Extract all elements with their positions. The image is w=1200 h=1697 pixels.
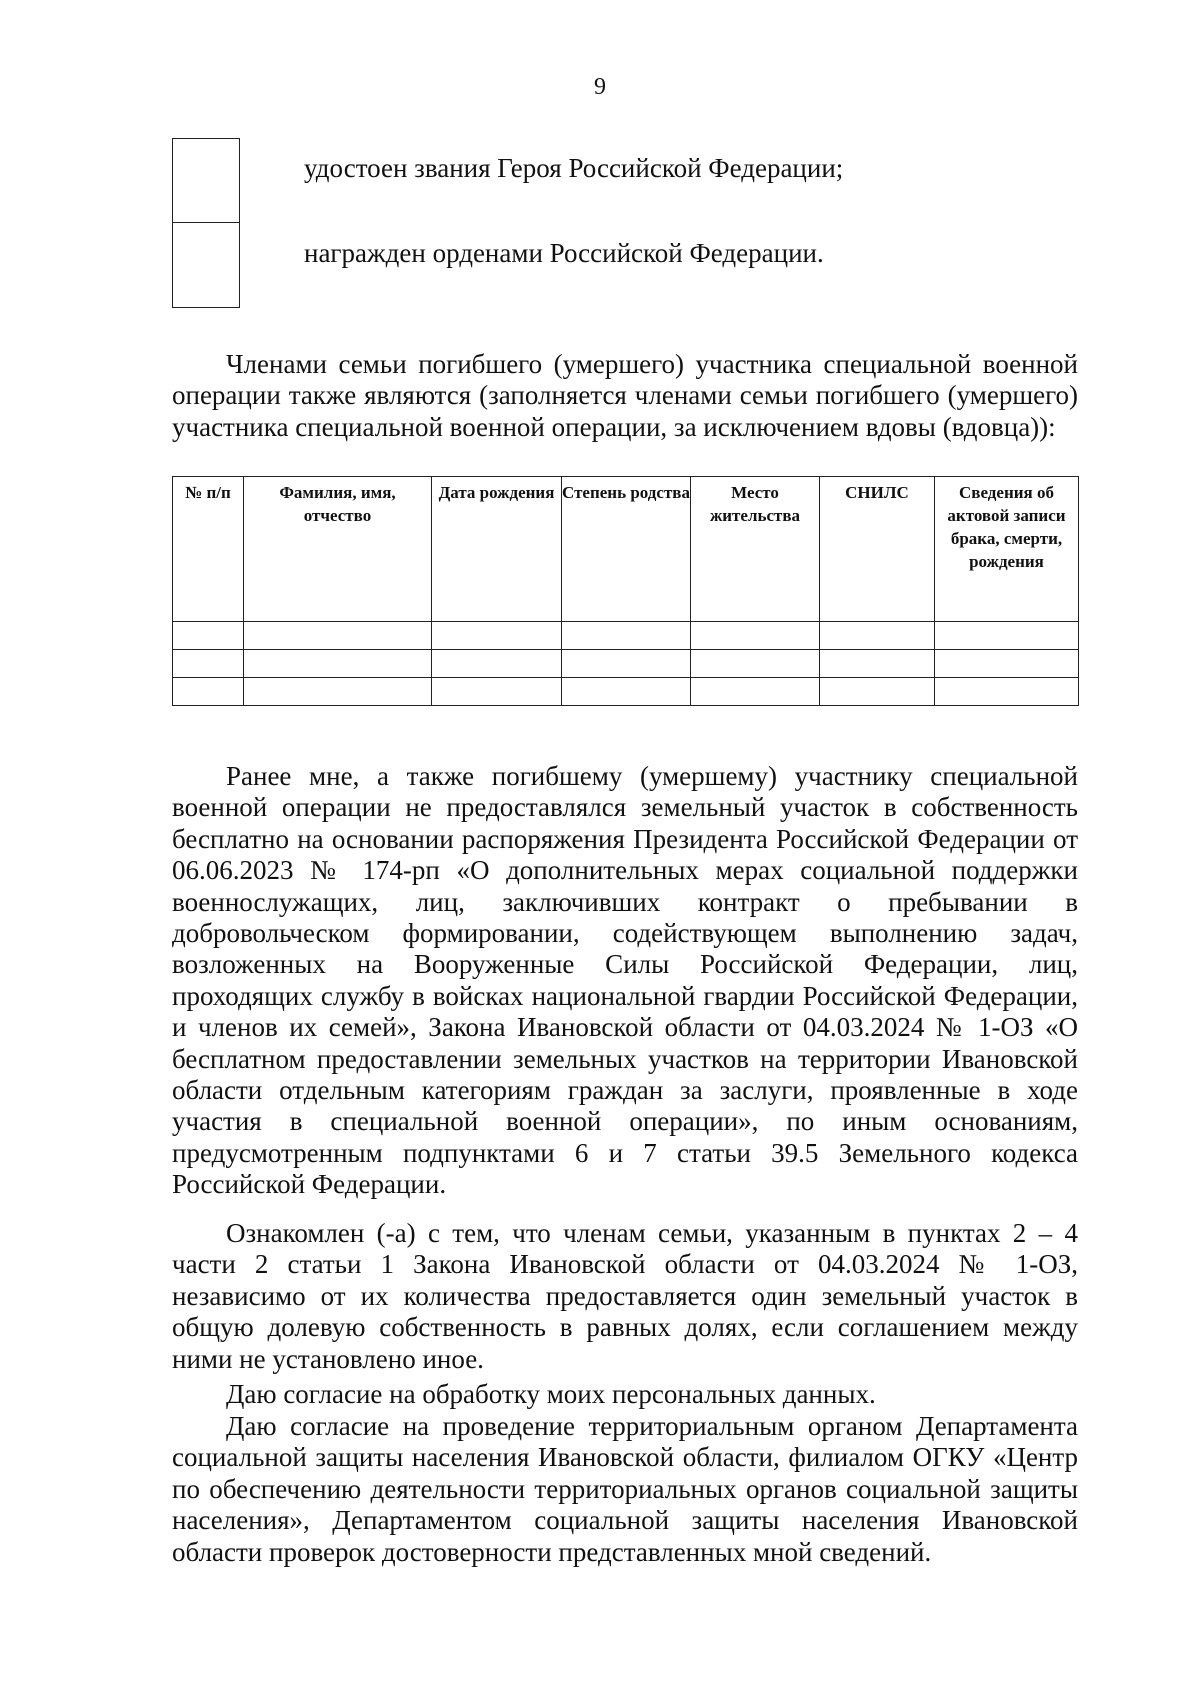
header-number: № п/п [173,477,244,622]
table-cell[interactable] [173,650,244,678]
header-residence: Место жительства [691,477,820,622]
table-cell[interactable] [562,678,691,706]
header-relationship: Степень родства [562,477,691,622]
header-full-name: Фамилия, имя, отчество [244,477,432,622]
shared-ownership-text: Ознакомлен (-а) с тем, что членам семьи, указанным в пунктах 2 – 4 части 2 статьи 1 Закона Ивановской области от 04.03.2024 № 1-ОЗ, независимо от их количества предоставляется один земельный участок в общую долевую собственность в равных долях, если соглашением между ними не установлено иное. [172,1218,1078,1374]
table-cell[interactable] [432,622,562,650]
table-cell[interactable] [691,622,820,650]
header-civil-record: Сведения об актовой записи брака, смерти, рождения [935,477,1079,622]
table-row [173,650,1079,678]
table-header-row [173,477,1079,622]
orders-awarded-label: награжден орденами Российской Федерации. [304,238,824,268]
table-cell[interactable] [820,650,935,678]
table-cell[interactable] [820,678,935,706]
personal-data-consent-paragraph [172,1379,1078,1410]
members-intro-paragraph [172,349,1078,443]
header-birth-date: Дата рождения [432,477,562,622]
table-cell[interactable] [691,678,820,706]
prior-land-text: Ранее мне, а также погибшему (умершему) участнику специальной военной операции не предоставлялся земельный участок в собственность бесплатно на основании распоряжения Президента Российской Федерации от 06.06.2023 № 174-рп «О дополнительных мерах социальной поддержки военнослужащих, лиц, заключивших контракт о пребывании в добровольческом формировании, содействующем выполнению задач, возложенных на Вооруженные Силы Российской Федерации, лиц, проходящих службу в войсках национальной гвардии Российской Федерации, и членов их семей», Закона Ивановской области от 04.03.2024 № 1-ОЗ «О бесплатном предоставлении земельных участков на территории Ивановской области отдельным категориям граждан за заслуги, проявленные в ходе участия в специальной военной операции», по иным основаниям, предусмотренным подпунктами 6 и 7 статьи 39.5 Земельного кодекса Российской Федерации. [172,761,1078,1200]
table-cell[interactable] [935,622,1079,650]
table-row [173,678,1079,706]
table-cell[interactable] [562,650,691,678]
verification-consent-text: Даю согласие на проведение территориальным органом Департамента социальной защиты населения Ивановской области, филиалом ОГКУ «Центр по обеспечению деятельности территориальных органов социальной защиты населения», Департаментом социальной защиты населения Ивановской области проверок достоверности представленных мной сведений. [172,1411,1078,1567]
shared-ownership-paragraph [172,1218,1078,1375]
table-cell[interactable] [173,678,244,706]
table-cell[interactable] [691,650,820,678]
table-row [173,622,1079,650]
table-cell[interactable] [935,678,1079,706]
table-cell[interactable] [820,622,935,650]
checkbox-group [172,138,242,308]
table-cell[interactable] [244,650,432,678]
table-cell[interactable] [173,622,244,650]
personal-data-consent-text: Даю согласие на обработку моих персональных данных. [226,1379,876,1409]
table-cell[interactable] [432,650,562,678]
prior-land-paragraph [172,761,1078,1201]
page-number: 9 [594,74,606,100]
members-intro-text: Членами семьи погибшего (умершего) участника специальной военной операции также являются (заполняется членами семьи погибшего (умершего) участника специальной военной операции, за исключением вдовы (вдовца)): [172,349,1078,442]
hero-title-checkbox[interactable] [172,138,240,223]
table-cell[interactable] [935,650,1079,678]
table-cell[interactable] [244,678,432,706]
header-snils: СНИЛС [820,477,935,622]
hero-title-label: удостоен звания Героя Российской Федерации; [304,153,844,183]
family-members-table [172,476,1079,706]
table-cell[interactable] [562,622,691,650]
table-cell[interactable] [432,678,562,706]
table-cell[interactable] [244,622,432,650]
orders-awarded-checkbox[interactable] [172,223,240,308]
verification-consent-paragraph [172,1411,1078,1568]
